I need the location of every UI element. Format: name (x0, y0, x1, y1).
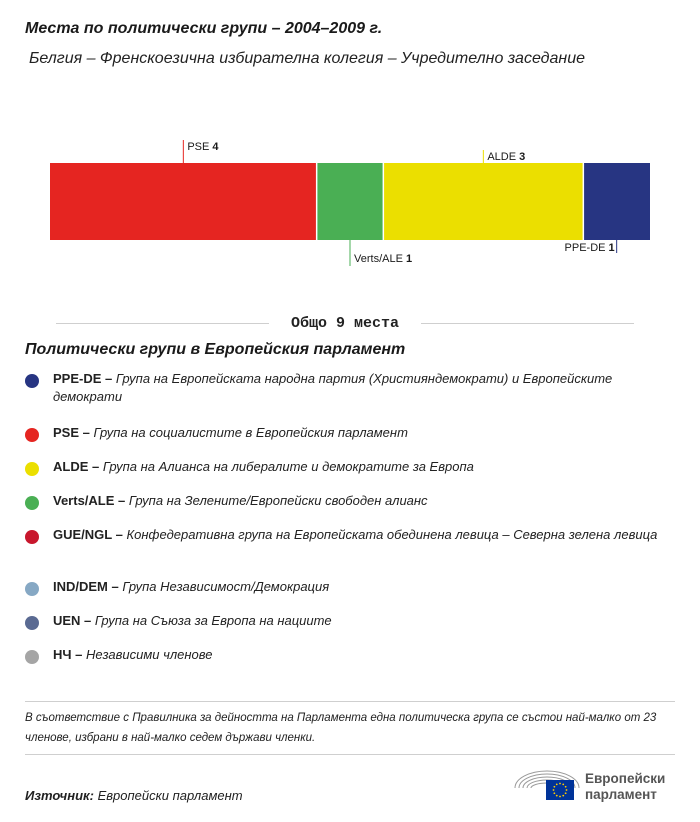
legend-desc: Независими членове (82, 647, 213, 662)
eu-star-icon (566, 789, 568, 791)
eu-star-icon (553, 786, 555, 788)
logo-line-1: Европейски (585, 771, 666, 786)
seat-bar-chart (0, 130, 700, 280)
eu-star-icon (562, 795, 564, 797)
legend-desc: Група на Зелените/Европейски свободен алианс (125, 493, 428, 508)
source-value: Европейски парламент (93, 788, 243, 803)
eu-star-icon (559, 796, 561, 798)
legend-dot-icon (25, 582, 39, 596)
legend-dot-icon (25, 496, 39, 510)
eu-star-icon (556, 783, 558, 785)
legend-desc: Група на социалистите в Европейския парламент (89, 425, 408, 440)
bar-segment-alde (383, 163, 583, 240)
legend-dot-icon (25, 374, 39, 388)
segment-label-verts-ale: Verts/ALE 1 (354, 253, 413, 265)
chart-subtitle: Белгия – Френскоезична избирателна колегия – Учредително заседание (29, 50, 586, 67)
eu-star-icon (565, 792, 567, 794)
total-seats-row (56, 312, 634, 334)
legend-abbr: PPE-DE – (53, 371, 113, 386)
legend-desc: Група на Европейската народна партия (Християндемократи) и Европейските демократи (53, 371, 613, 404)
legend-dot-icon (25, 428, 39, 442)
legend-desc: Конфедеративна група на Европейската обединена левица – Северна зелена левица (122, 527, 658, 542)
footer-divider-top (25, 701, 675, 702)
legend-dot-icon (25, 530, 39, 544)
segment-label-pse: PSE 4 (187, 141, 219, 153)
legend-abbr: GUE/NGL – (53, 527, 123, 542)
source-label: Източник: (25, 788, 94, 803)
bar-segment-pse (50, 163, 317, 240)
legend-abbr: ALDE – (53, 459, 100, 474)
total-seats-label: Общо 9 места (290, 314, 400, 332)
legend-desc: Група на Съюза за Европа на нациите (91, 613, 332, 628)
eu-star-icon (562, 783, 564, 785)
legend-dot-icon (25, 650, 39, 664)
legend-title: Политически групи в Европейския парламент (25, 341, 406, 358)
segment-label-alde: ALDE 3 (487, 151, 526, 163)
segment-label-ppe-de: PPE-DE 1 (564, 242, 615, 254)
footer-divider-bottom (25, 754, 675, 755)
legend-abbr: IND/DEM – (53, 579, 119, 594)
eu-star-icon (556, 795, 558, 797)
logo-text (585, 771, 665, 803)
legend-dot-icon (25, 616, 39, 630)
bar-segment-ppe-de (583, 163, 650, 240)
eu-star-icon (565, 786, 567, 788)
legend-abbr: НЧ – (53, 647, 83, 662)
chart-title: Места по политически групи – 2004–2009 г. (25, 20, 383, 37)
legend-dot-icon (25, 462, 39, 476)
legend-desc: Група на Алианса на либералите и демократите за Европа (99, 459, 474, 474)
divider-left (56, 323, 269, 324)
rules-note: В съответствие с Правилника за дейността на Парламента една политическа група се състои най-малко от 23 членове, избрани в най-малко седем държави членки. (25, 712, 657, 744)
logo-line-2: парламент (585, 787, 657, 802)
bar-segment-verts-ale (317, 163, 384, 240)
legend-desc: Група Независимост/Демокрация (118, 579, 330, 594)
legend-abbr: Verts/ALE – (53, 493, 126, 508)
legend-abbr: UEN – (53, 613, 92, 628)
legend-abbr: PSE – (53, 425, 90, 440)
divider-right (421, 323, 634, 324)
eu-star-icon (559, 783, 561, 785)
eu-star-icon (553, 789, 555, 791)
source-line (25, 788, 243, 803)
eu-star-icon (553, 792, 555, 794)
